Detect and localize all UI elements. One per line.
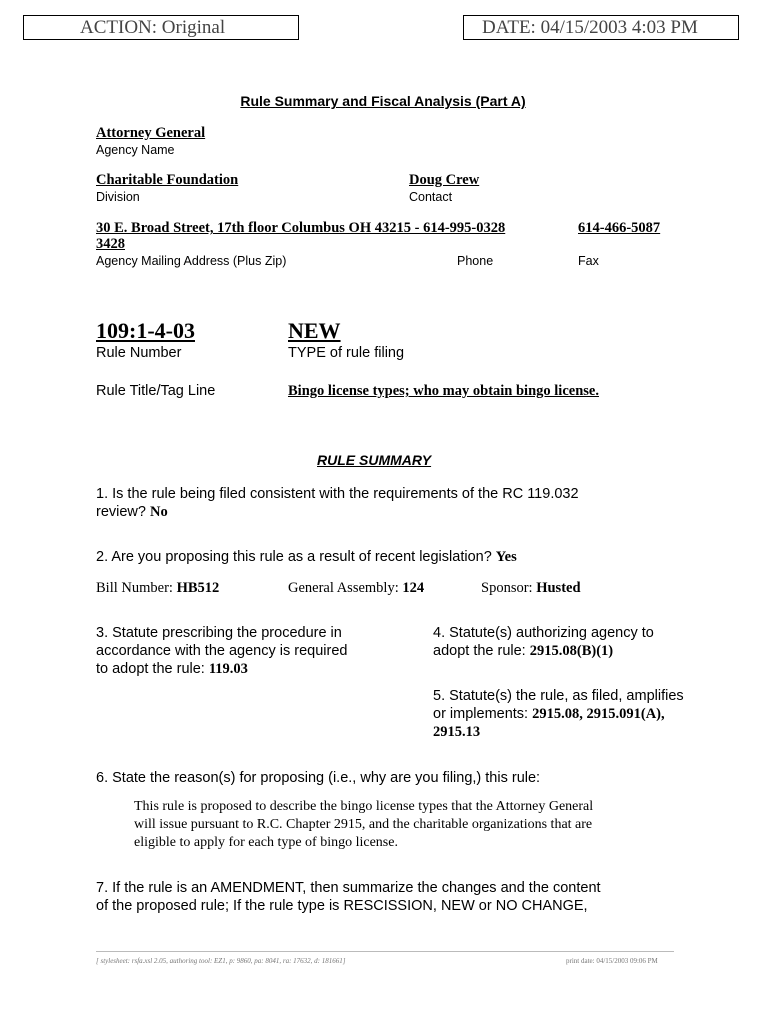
question-6: 6. State the reason(s) for proposing (i.e., why are you filing,) this rule:	[96, 770, 541, 786]
general-assembly	[288, 580, 424, 597]
question-5-answer: 2915.08, 2915.091(A),	[532, 706, 665, 722]
question-6-answer-line2: will issue pursuant to R.C. Chapter 2915, and the charitable organizations that are	[134, 817, 593, 832]
rule-number-value: 109:1-4-03	[96, 318, 195, 343]
question-4-answer: 2915.08(B)(1)	[529, 643, 614, 659]
fax-label: Fax	[578, 254, 599, 268]
footer-stylesheet-info: [ stylesheet: rsfa.xsl 2.05, authoring tool: EZ1, p: 9860, pa: 8041, ra: 17632, d: 181661]	[96, 957, 346, 965]
question-7	[96, 879, 601, 915]
question-5-answer-cont: 2915.13	[433, 724, 481, 740]
question-3-line3: to adopt the rule:	[96, 661, 205, 677]
question-7-line2: of the proposed rule; If the rule type is RESCISSION, NEW or NO CHANGE,	[96, 898, 588, 914]
question-3-line2: accordance with the agency is required	[96, 643, 348, 659]
rule-number-label: Rule Number	[96, 345, 182, 361]
question-2-answer: Yes	[495, 549, 517, 565]
question-6-answer	[134, 798, 593, 852]
agency-name-value: Attorney General	[96, 125, 206, 141]
question-1-answer: No	[150, 504, 168, 520]
question-1	[96, 485, 579, 521]
address-label: Agency Mailing Address (Plus Zip)	[96, 254, 287, 268]
footer-rule	[96, 951, 674, 952]
address-value-line2: 3428	[96, 236, 125, 252]
bill-number-value: HB512	[176, 580, 220, 596]
action-box	[23, 15, 299, 40]
sponsor	[481, 580, 581, 597]
division-value: Charitable Foundation	[96, 172, 239, 188]
page-title: Rule Summary and Fiscal Analysis (Part A)	[240, 93, 526, 109]
address-value-line1: 30 E. Broad Street, 17th floor Columbus OH 43215 - 614-995-0328	[96, 220, 506, 236]
contact-value: Doug Crew	[409, 172, 480, 188]
question-6-answer-line1: This rule is proposed to describe the bingo license types that the Attorney General	[134, 799, 594, 814]
question-3-answer: 119.03	[208, 661, 248, 677]
division-label: Division	[96, 190, 140, 204]
rule-title-value: Bingo license types; who may obtain bingo license.	[288, 383, 599, 399]
rule-summary-heading: RULE SUMMARY	[317, 452, 432, 468]
rule-type-label: TYPE of rule filing	[288, 345, 405, 361]
question-3	[96, 624, 347, 678]
question-6-answer-line3: eligible to apply for each type of bingo license.	[134, 835, 398, 850]
sponsor-value: Husted	[536, 580, 581, 596]
rule-title-label: Rule Title/Tag Line	[96, 383, 216, 399]
action-text: ACTION: Original	[80, 17, 226, 38]
contact-label: Contact	[409, 190, 453, 204]
agency-name-label: Agency Name	[96, 143, 175, 157]
question-5-line1: 5. Statute(s) the rule, as filed, amplifies	[433, 688, 684, 704]
question-4-line2: adopt the rule:	[433, 643, 526, 659]
fax-value: 614-466-5087	[578, 220, 661, 236]
sponsor-label: Sponsor:	[481, 580, 533, 596]
question-2	[96, 548, 517, 566]
question-5	[433, 687, 684, 741]
question-3-line1: 3. Statute prescribing the procedure in	[96, 625, 342, 641]
date-text: DATE: 04/15/2003 4:03 PM	[482, 17, 698, 38]
question-4	[433, 624, 654, 660]
question-7-line1: 7. If the rule is an AMENDMENT, then summarize the changes and the content	[96, 880, 601, 896]
date-box	[463, 15, 739, 40]
question-1-line1: 1. Is the rule being filed consistent with the requirements of the RC 119.032	[96, 486, 579, 502]
question-1-line2: review?	[96, 504, 146, 520]
question-5-line2: or implements:	[433, 706, 529, 722]
general-assembly-value: 124	[402, 580, 425, 596]
rule-type-value: NEW	[288, 318, 341, 343]
general-assembly-label: General Assembly:	[288, 580, 399, 596]
bill-number	[96, 580, 219, 597]
question-4-line1: 4. Statute(s) authorizing agency to	[433, 625, 654, 641]
phone-label: Phone	[457, 254, 494, 268]
footer-print-date: print date: 04/15/2003 09:06 PM	[566, 957, 658, 965]
question-2-text: 2. Are you proposing this rule as a result of recent legislation?	[96, 549, 492, 565]
bill-number-label: Bill Number:	[96, 580, 173, 596]
